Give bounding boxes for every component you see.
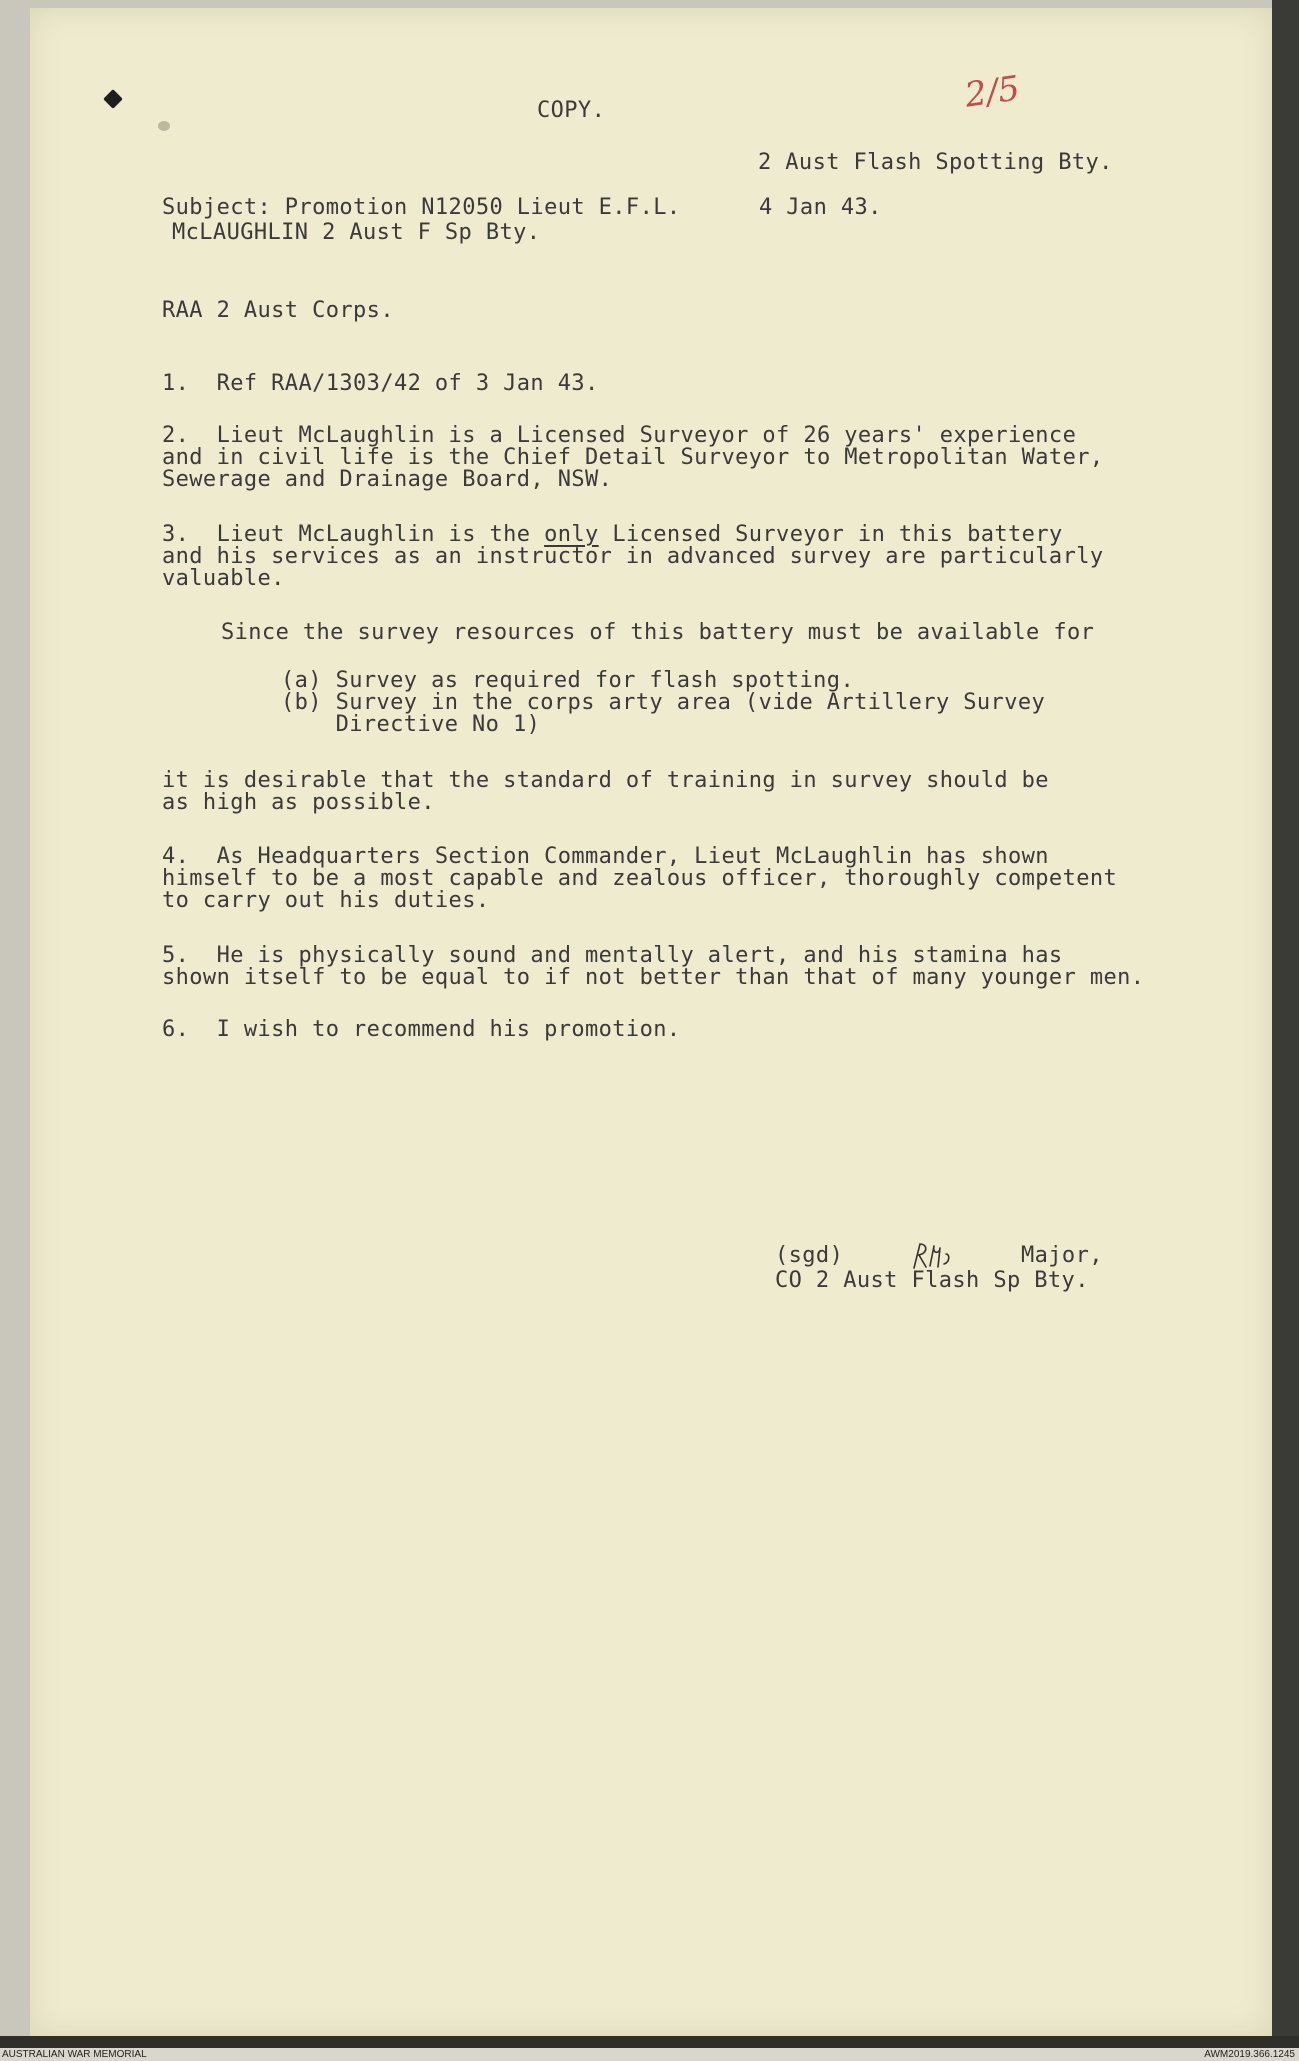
folio-number: 2/5 bbox=[962, 68, 1023, 116]
paragraph-1: 1. Ref RAA/1303/42 of 3 Jan 43. bbox=[162, 371, 599, 396]
conclusion-line: as high as possible. bbox=[162, 790, 435, 815]
scan-edge-right bbox=[1272, 0, 1299, 2048]
footer-accession-number: AWM2019.366.1245 bbox=[1204, 2049, 1295, 2060]
paragraph-2-line: 2. Lieut McLaughlin is a Licensed Surveyor of 26 years' experience bbox=[162, 423, 1077, 448]
list-item-b-continued: Directive No 1) bbox=[281, 712, 541, 737]
signatory-rank: Major, bbox=[1021, 1243, 1103, 1268]
sgd-label: (sgd) bbox=[775, 1243, 844, 1268]
letter-date: 4 Jan 43. bbox=[759, 195, 882, 220]
paragraph-4-line: to carry out his duties. bbox=[162, 888, 490, 913]
paragraph-3-line-1 bbox=[162, 524, 1104, 546]
paragraph-5 bbox=[162, 945, 1144, 989]
subject-line-1: Subject: Promotion N12050 Lieut E.F.L. bbox=[162, 195, 681, 220]
list-item-b: (b) Survey in the corps arty area (vide Artillery Survey bbox=[281, 690, 1046, 715]
paragraph-4-line: himself to be a most capable and zealous officer, thoroughly competent bbox=[162, 866, 1118, 891]
paragraph-5-line: 5. He is physically sound and mentally alert, and his stamina has bbox=[162, 943, 1063, 968]
p3-underlined-word: only bbox=[544, 522, 599, 547]
copy-label: COPY. bbox=[537, 98, 606, 123]
paragraph-4-line: 4. As Headquarters Section Commander, Lieut McLaughlin has shown bbox=[162, 844, 1049, 869]
list-item-a: (a) Survey as required for flash spotting. bbox=[281, 668, 855, 693]
paragraph-6: 6. I wish to recommend his promotion. bbox=[162, 1017, 681, 1042]
conclusion-line: it is desirable that the standard of training in survey should be bbox=[162, 768, 1049, 793]
addressee: RAA 2 Aust Corps. bbox=[162, 298, 394, 323]
paragraph-3-conclusion bbox=[162, 770, 1049, 814]
paragraph-3-list bbox=[281, 670, 1045, 736]
paper-tear-mark bbox=[158, 121, 170, 131]
paragraph-3-line: and his services as an instructor in advanced survey are particularly bbox=[162, 544, 1104, 569]
p3-text-before: 3. Lieut McLaughlin is the bbox=[162, 522, 545, 547]
paragraph-3 bbox=[162, 524, 1104, 590]
paragraph-2 bbox=[162, 425, 1104, 491]
paragraph-2-line: Sewerage and Drainage Board, NSW. bbox=[162, 467, 613, 492]
paragraph-3-line: valuable. bbox=[162, 566, 285, 591]
scan-edge-bottom bbox=[0, 2036, 1299, 2048]
p3-text-after: Licensed Surveyor in this battery bbox=[598, 522, 1063, 547]
footer-institution: AUSTRALIAN WAR MEMORIAL bbox=[2, 2049, 147, 2060]
unit-heading: 2 Aust Flash Spotting Bty. bbox=[758, 150, 1113, 175]
paragraph-4 bbox=[162, 846, 1117, 912]
paragraph-5-line: shown itself to be equal to if not better than that of many younger men. bbox=[162, 965, 1145, 990]
signature-initials-icon bbox=[910, 1240, 954, 1270]
signatory-title: CO 2 Aust Flash Sp Bty. bbox=[775, 1268, 1089, 1293]
paragraph-3-since: Since the survey resources of this battery must be available for bbox=[221, 620, 1095, 645]
paragraph-2-line: and in civil life is the Chief Detail Surveyor to Metropolitan Water, bbox=[162, 445, 1104, 470]
subject-line-2: McLAUGHLIN 2 Aust F Sp Bty. bbox=[172, 220, 541, 245]
